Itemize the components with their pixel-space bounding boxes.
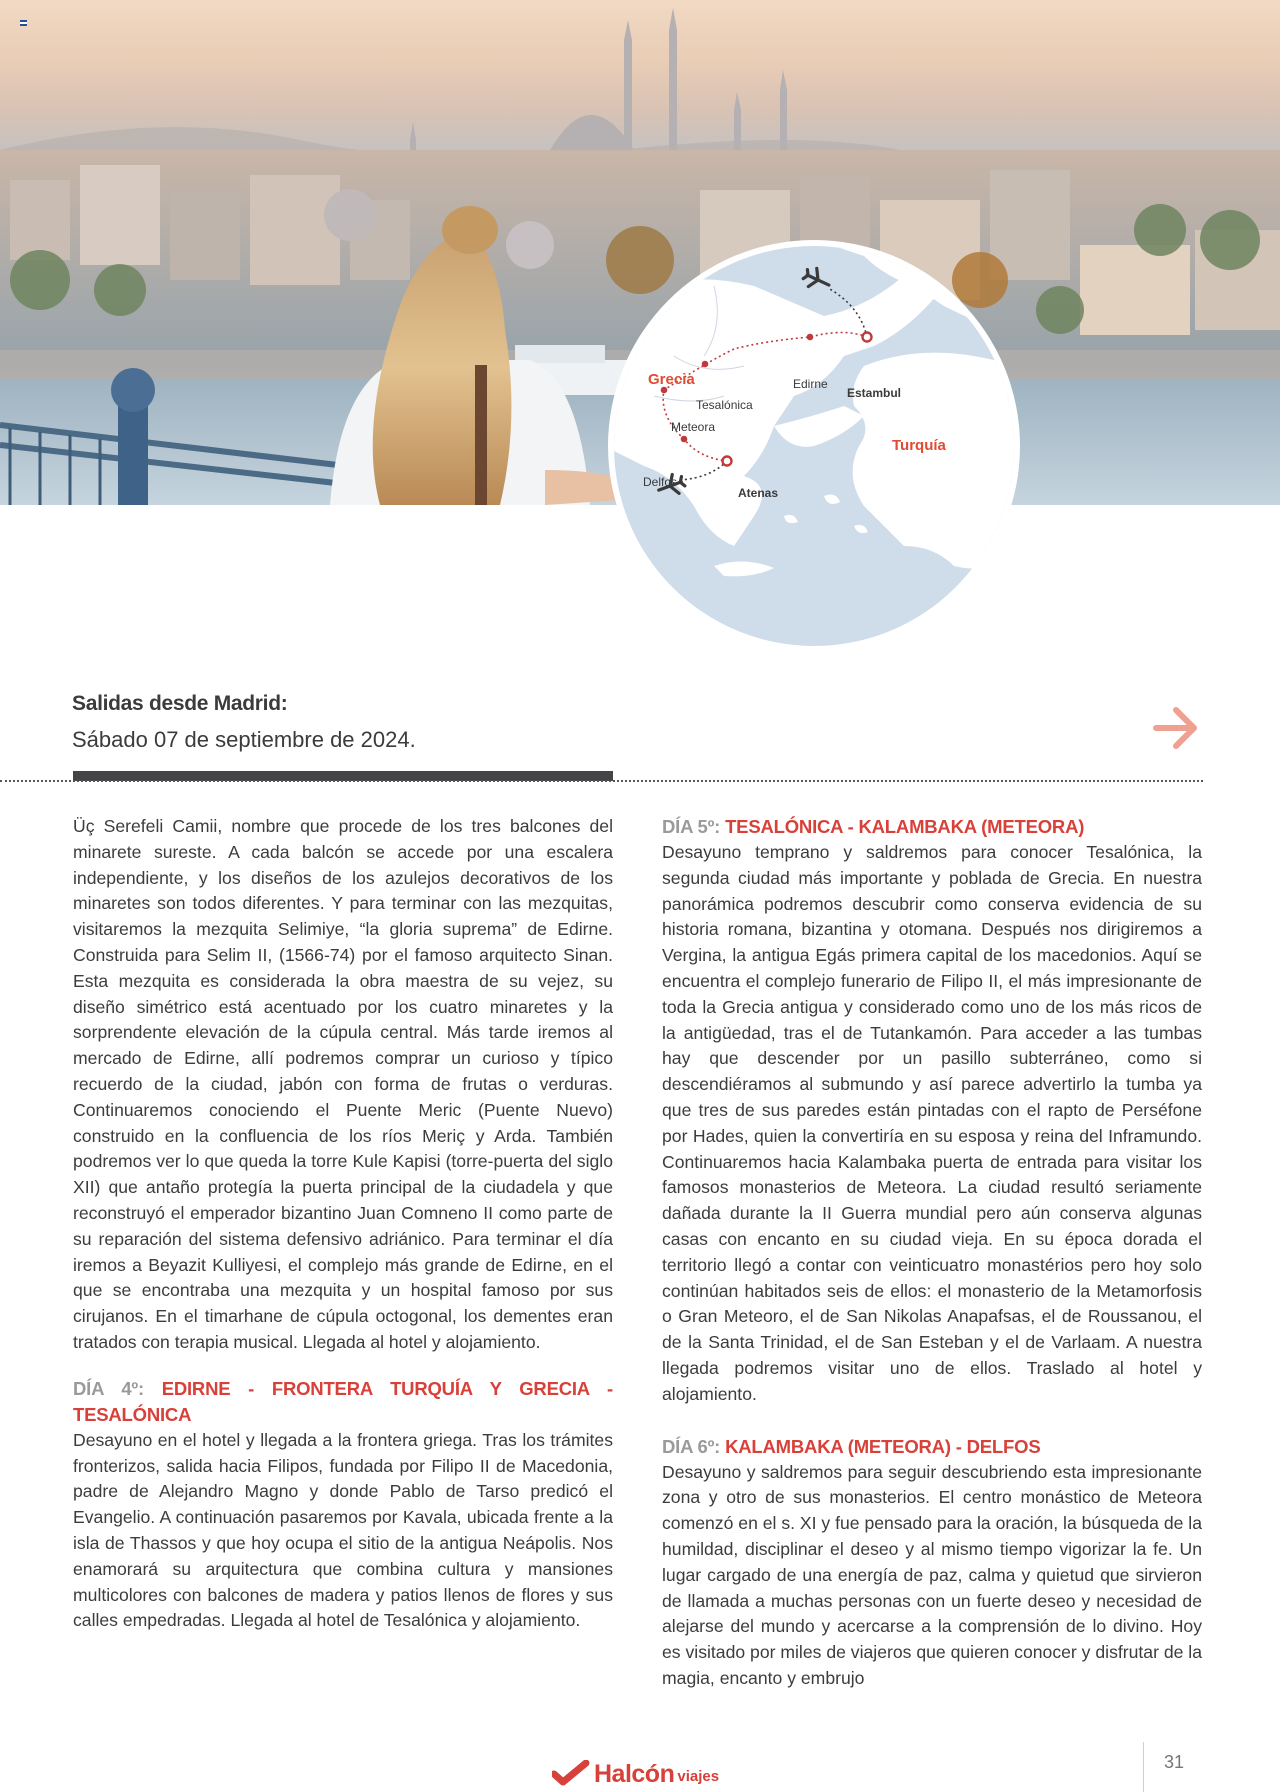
departure-date: Sábado 07 de septiembre de 2024. — [72, 727, 416, 752]
arrow-right-icon[interactable] — [1152, 704, 1202, 752]
day6-title: KALAMBAKA (METEORA) - DELFOS — [725, 1435, 1041, 1457]
day5-heading — [662, 814, 1202, 840]
label-turquia: Turquía — [892, 437, 946, 454]
day4-heading — [73, 1376, 613, 1428]
day4-prefix: DÍA 4º: — [73, 1377, 144, 1399]
estambul-marker — [863, 333, 872, 342]
day4-text: Desayuno en el hotel y llegada a la frontera griega. Tras los trámites fronterizos, salida hacia Filipos, fundada por Filipo II de Macedonia, padre de Alejandro Magno y donde Pablo de Tarso predicó el Evangelio. A continuación pasaremos por Kavala, ubicada frente a la isla de Thassos y que hoy ocupa el sitio de la antigua Neápolis. Nos enamorará su arquitectura que combina cultura y mansiones multicolores con balcones de madera y patios llenos de flores y sus calles empedradas. Llegada al hotel de Tesalónica y alojamiento. — [73, 1429, 613, 1631]
edirne-marker — [807, 334, 814, 341]
halcon-viajes-logo[interactable] — [552, 1752, 719, 1788]
airplane-icon — [801, 265, 833, 294]
day6-prefix: DÍA 6º: — [662, 1435, 721, 1457]
dotted-divider — [0, 780, 1203, 782]
right-column — [662, 814, 1202, 1692]
halcon-checkmark-logo-icon — [552, 1760, 590, 1788]
tesalonica-marker — [702, 361, 709, 368]
brand-subtitle: viajes — [677, 1768, 720, 1785]
delfos-marker — [681, 436, 688, 443]
page-number: 31 — [1164, 1752, 1185, 1772]
day5-title: TESALÓNICA - KALAMBAKA (METEORA) — [725, 816, 1085, 837]
day6-text: Desayuno y saldremos para seguir descubriendo esta impresionante zona y otro de sus monasterios. El centro monástico de Meteora comenzó en el s. XI y fue pensado para la oración, la búsqueda de la humildad, disciplinar el deseo y al mismo tiempo vigorizar la fe. Un lugar cargado de una energía de paz, calma y quietud que sirvieron de llamada a muchas personas con un fuerte deseo y necesidad de alejarse del mundo y acercarse a la comprensión de lo divino. Hoy es visitado por miles de viajeros que quieren conocer y disfrutar de la magia, encanto y embrujo — [662, 1461, 1202, 1688]
route-map-svg — [614, 246, 1014, 646]
page-number-divider — [1143, 1742, 1144, 1792]
label-meteora: Meteora — [671, 420, 716, 434]
route-map — [614, 246, 1014, 646]
atenas-marker — [723, 457, 732, 466]
label-atenas: Atenas — [738, 486, 779, 500]
brand-name: Halcón — [594, 1760, 675, 1788]
flag-icon — [20, 20, 27, 26]
label-delfos: Delfos — [643, 475, 678, 489]
day5-prefix: DÍA 5º: — [662, 816, 721, 837]
left-column — [73, 814, 613, 1634]
day4-title: EDIRNE - FRONTERA TURQUÍA Y GRECIA - TESALÓNICA — [73, 1377, 613, 1425]
day3-continuation-text: Üç Serefeli Camii, nombre que procede de los tres balcones del minarete sureste. A cada balcón se accede por una escalera independiente, y los diseños de los azulejos decorativos de los minaretes son todos diferentes. Y para terminar con las mezquitas, visitaremos la mezquita Selimiye, “la gloria suprema” de Edirne. Construida para Selim II, (1566-74) por el famoso arquitecto Sinan. Esta mezquita es considerada la obra maestra de su vejez, su diseño simétrico está acentuado por los cuatro minaretes y la sorprendente elevación de la cúpula central. Más tarde iremos al mercado de Edirne, allí podremos comprar un curioso y típico recuerdo de la ciudad, jabón con forma de frutas o verduras. Continuaremos conociendo el Puente Meric (Puente Nuevo) construido en la confluencia de los ríos Meriç y Arda. También podremos ver lo que queda la torre Kule Kapisi (torre-puerta del siglo XII) que antaño protegía la puerta principal de la ciudadela y que reconstruyó el emperador bizantino Juan Comneno II como parte de su reparación del sistema defensivo adriánico. Para terminar el día iremos a Beyazit Kulliyesi, el complejo más grande de Edirne, en el que se encontraba una mezquita y un hospital famoso por sus cirujanos. En el timarhane de cúpula octogonal, los dementes eran tratados con terapia musical. Llegada al hotel y alojamiento. — [73, 816, 613, 1352]
day6-heading — [662, 1434, 1202, 1460]
label-tesalonica: Tesalónica — [696, 398, 753, 412]
label-grecia: Grecia — [648, 371, 695, 388]
label-edirne: Edirne — [793, 377, 828, 391]
label-estambul: Estambul — [847, 386, 902, 400]
departures-heading: Salidas desde Madrid: — [72, 692, 288, 715]
day5-text: Desayuno temprano y saldremos para conocer Tesalónica, la segunda ciudad más importante y poblada de Grecia. En nuestra panorámica podremos descubrir como conserva evidencia de su historia romana, bizantina y otomana. Después nos dirigiremos a Vergina, la antigua Egás primera capital de los macedonios. Aquí se encuentra el complejo funerario de Filipo II, el más impresionante de toda la Grecia antigua y considerado como uno de los más ricos de la antigüedad, tras el de Tutankamón. Para acceder a las tumbas hay que descender por un pasillo subterráneo, como si descendiéramos al submundo y así parece advertirlo la tumba ya que tres de sus paredes están pintadas con el rapto de Perséfone por Hades, quien la convertiría en su esposa y reina del Inframundo. Continuaremos hacia Kalambaka puerta de entrada para visitar los famosos monasterios de Meteora. La ciudad resultó seriamente dañada durante la II Guerra mundial pero aún conserva algunas casas con encanto en su ciudad vieja. En su época dorada el territorio llegó a contar con veinticuatro monastérios pero hoy solo continúan habitados seis de ellos: el monasterio de la Metamorfosis o Gran Meteoro, el de San Nikolas Anapafsas, el de Roussanou, el de la Santa Trinidad, el de San Esteban y el de Varlaam. A nuestra llegada podremos visitar uno de ellos. Traslado al hotel y alojamiento. — [662, 842, 1202, 1404]
